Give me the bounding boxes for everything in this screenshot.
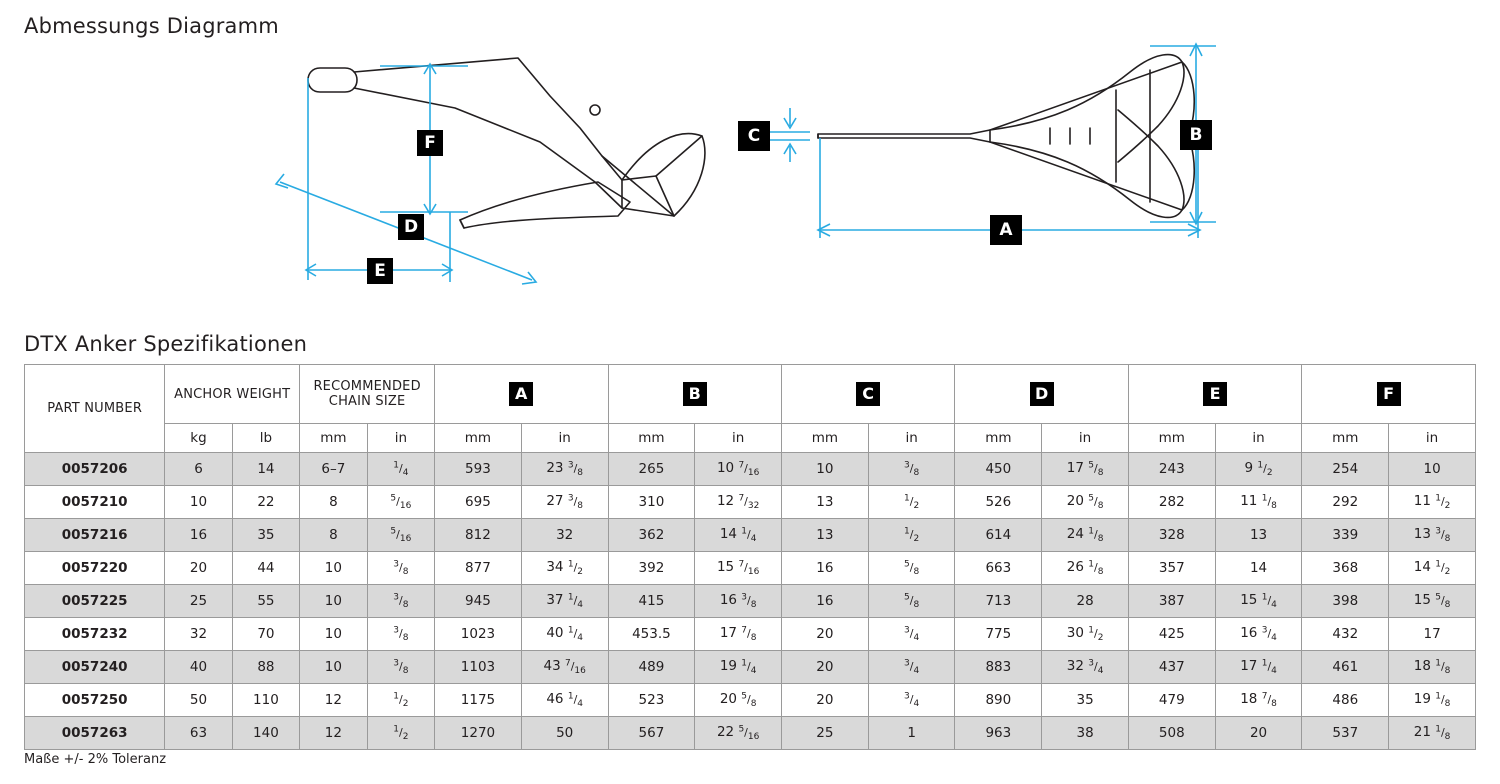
cell-d-mm: 663 xyxy=(955,552,1042,585)
cell-e-mm: 328 xyxy=(1128,519,1215,552)
cell-a-mm: 1103 xyxy=(435,651,522,684)
header-dim-b xyxy=(608,365,781,424)
cell-a-in: 34 $^1/_2$ xyxy=(521,552,608,585)
cell-b-mm: 362 xyxy=(608,519,695,552)
cell-part-number: 0057232 xyxy=(25,618,165,651)
cell-c-mm: 25 xyxy=(782,717,869,750)
cell-a-mm: 695 xyxy=(435,486,522,519)
cell-d-mm: 526 xyxy=(955,486,1042,519)
cell-e-in: 18 $^7/_8$ xyxy=(1215,684,1302,717)
unit-b-in: in xyxy=(695,424,782,453)
cell-c-in: 1 xyxy=(868,717,955,750)
cell-a-in: 40 $^1/_4$ xyxy=(521,618,608,651)
cell-a-in: 50 xyxy=(521,717,608,750)
table-row xyxy=(25,651,1476,684)
cell-part-number: 0057210 xyxy=(25,486,165,519)
cell-b-in: 17 $^7/_8$ xyxy=(695,618,782,651)
cell-d-in: 32 $^3/_4$ xyxy=(1042,651,1129,684)
unit-c-mm: mm xyxy=(782,424,869,453)
cell-weight-lb: 70 xyxy=(232,618,299,651)
table-row xyxy=(25,519,1476,552)
cell-e-in: 11 $^1/_8$ xyxy=(1215,486,1302,519)
table-unit-header-row xyxy=(25,424,1476,453)
header-dim-c xyxy=(782,365,955,424)
unit-b-mm: mm xyxy=(608,424,695,453)
cell-a-in: 27 $^3/_8$ xyxy=(521,486,608,519)
cell-c-mm: 10 xyxy=(782,453,869,486)
cell-d-in: 38 xyxy=(1042,717,1129,750)
cell-c-in: $^5/_8$ xyxy=(868,552,955,585)
cell-e-mm: 479 xyxy=(1128,684,1215,717)
cell-b-in: 16 $^3/_8$ xyxy=(695,585,782,618)
cell-c-mm: 20 xyxy=(782,651,869,684)
cell-f-in: 14 $^1/_2$ xyxy=(1389,552,1476,585)
cell-weight-kg: 50 xyxy=(165,684,232,717)
header-badge-f: F xyxy=(1377,382,1401,406)
cell-part-number: 0057263 xyxy=(25,717,165,750)
cell-c-mm: 16 xyxy=(782,552,869,585)
cell-weight-lb: 14 xyxy=(232,453,299,486)
cell-weight-lb: 88 xyxy=(232,651,299,684)
header-anchor-weight: ANCHOR WEIGHT xyxy=(165,365,300,424)
cell-weight-kg: 10 xyxy=(165,486,232,519)
cell-part-number: 0057250 xyxy=(25,684,165,717)
unit-chain-in: in xyxy=(367,424,434,453)
header-chain-size: RECOMMENDED CHAIN SIZE xyxy=(300,365,435,424)
cell-d-mm: 890 xyxy=(955,684,1042,717)
tolerance-note: Maße +/- 2% Toleranz xyxy=(24,752,167,767)
cell-f-mm: 368 xyxy=(1302,552,1389,585)
cell-c-mm: 13 xyxy=(782,519,869,552)
cell-weight-kg: 32 xyxy=(165,618,232,651)
cell-e-in: 20 xyxy=(1215,717,1302,750)
unit-f-mm: mm xyxy=(1302,424,1389,453)
cell-a-in: 37 $^1/_4$ xyxy=(521,585,608,618)
diagram-heading: Abmessungs Diagramm xyxy=(24,14,279,38)
cell-chain-mm: 12 xyxy=(300,717,367,750)
cell-chain-mm: 8 xyxy=(300,486,367,519)
cell-chain-in: $^3/_8$ xyxy=(367,552,434,585)
cell-a-mm: 812 xyxy=(435,519,522,552)
cell-d-in: 28 xyxy=(1042,585,1129,618)
cell-weight-lb: 35 xyxy=(232,519,299,552)
unit-chain-mm: mm xyxy=(300,424,367,453)
cell-c-in: $^3/_4$ xyxy=(868,684,955,717)
cell-d-mm: 775 xyxy=(955,618,1042,651)
cell-f-mm: 292 xyxy=(1302,486,1389,519)
cell-e-mm: 282 xyxy=(1128,486,1215,519)
cell-f-mm: 339 xyxy=(1302,519,1389,552)
cell-c-in: $^3/_8$ xyxy=(868,453,955,486)
unit-d-mm: mm xyxy=(955,424,1042,453)
table-group-header-row xyxy=(25,365,1476,424)
cell-weight-kg: 16 xyxy=(165,519,232,552)
header-badge-a: A xyxy=(509,382,533,406)
cell-b-in: 12 $^7/_{32}$ xyxy=(695,486,782,519)
cell-a-in: 23 $^3/_8$ xyxy=(521,453,608,486)
cell-c-mm: 13 xyxy=(782,486,869,519)
header-part-number: PART NUMBER xyxy=(25,365,165,453)
cell-e-mm: 437 xyxy=(1128,651,1215,684)
cell-weight-kg: 25 xyxy=(165,585,232,618)
cell-a-mm: 877 xyxy=(435,552,522,585)
spec-heading: DTX Anker Spezifikationen xyxy=(24,332,308,356)
cell-weight-lb: 55 xyxy=(232,585,299,618)
unit-weight-kg: kg xyxy=(165,424,232,453)
unit-a-in: in xyxy=(521,424,608,453)
cell-weight-lb: 44 xyxy=(232,552,299,585)
cell-chain-mm: 10 xyxy=(300,552,367,585)
cell-e-in: 17 $^1/_4$ xyxy=(1215,651,1302,684)
cell-c-mm: 16 xyxy=(782,585,869,618)
diagram-badge-d: D xyxy=(398,214,424,240)
cell-chain-in: $^3/_8$ xyxy=(367,651,434,684)
cell-weight-lb: 110 xyxy=(232,684,299,717)
cell-f-mm: 398 xyxy=(1302,585,1389,618)
header-dim-f xyxy=(1302,365,1476,424)
table-row xyxy=(25,618,1476,651)
cell-chain-mm: 10 xyxy=(300,651,367,684)
dimension-diagram xyxy=(250,30,1480,300)
cell-b-mm: 265 xyxy=(608,453,695,486)
cell-b-mm: 453.5 xyxy=(608,618,695,651)
cell-d-in: 24 $^1/_8$ xyxy=(1042,519,1129,552)
cell-e-in: 9 $^1/_2$ xyxy=(1215,453,1302,486)
cell-chain-in: $^3/_8$ xyxy=(367,585,434,618)
diagram-badge-a: A xyxy=(990,215,1022,245)
cell-c-in: $^3/_4$ xyxy=(868,618,955,651)
cell-f-in: 17 xyxy=(1389,618,1476,651)
unit-d-in: in xyxy=(1042,424,1129,453)
cell-f-in: 13 $^3/_8$ xyxy=(1389,519,1476,552)
cell-weight-lb: 22 xyxy=(232,486,299,519)
cell-chain-mm: 10 xyxy=(300,585,367,618)
cell-chain-in: $^5/_{16}$ xyxy=(367,486,434,519)
diagram-badge-f: F xyxy=(417,130,443,156)
cell-e-mm: 508 xyxy=(1128,717,1215,750)
cell-a-in: 46 $^1/_4$ xyxy=(521,684,608,717)
cell-chain-in: $^1/_2$ xyxy=(367,717,434,750)
cell-c-mm: 20 xyxy=(782,618,869,651)
cell-e-in: 14 xyxy=(1215,552,1302,585)
header-badge-d: D xyxy=(1030,382,1054,406)
cell-e-in: 15 $^1/_4$ xyxy=(1215,585,1302,618)
cell-b-mm: 310 xyxy=(608,486,695,519)
cell-d-mm: 450 xyxy=(955,453,1042,486)
cell-part-number: 0057206 xyxy=(25,453,165,486)
header-badge-b: B xyxy=(683,382,707,406)
cell-f-in: 19 $^1/_8$ xyxy=(1389,684,1476,717)
cell-chain-mm: 6–7 xyxy=(300,453,367,486)
cell-d-in: 30 $^1/_2$ xyxy=(1042,618,1129,651)
cell-a-mm: 1023 xyxy=(435,618,522,651)
unit-c-in: in xyxy=(868,424,955,453)
cell-b-in: 10 $^7/_{16}$ xyxy=(695,453,782,486)
unit-weight-lb: lb xyxy=(232,424,299,453)
cell-f-mm: 461 xyxy=(1302,651,1389,684)
cell-f-in: 18 $^1/_8$ xyxy=(1389,651,1476,684)
table-row xyxy=(25,585,1476,618)
cell-part-number: 0057240 xyxy=(25,651,165,684)
cell-c-in: $^3/_4$ xyxy=(868,651,955,684)
diagram-badge-b: B xyxy=(1180,120,1212,150)
cell-part-number: 0057220 xyxy=(25,552,165,585)
cell-e-in: 13 xyxy=(1215,519,1302,552)
cell-c-in: $^5/_8$ xyxy=(868,585,955,618)
cell-weight-kg: 6 xyxy=(165,453,232,486)
cell-f-in: 11 $^1/_2$ xyxy=(1389,486,1476,519)
header-dim-e xyxy=(1128,365,1301,424)
diagram-badge-e: E xyxy=(367,258,393,284)
cell-b-in: 14 $^1/_4$ xyxy=(695,519,782,552)
unit-a-mm: mm xyxy=(435,424,522,453)
header-dim-d xyxy=(955,365,1128,424)
cell-f-mm: 432 xyxy=(1302,618,1389,651)
anchor-diagram-svg xyxy=(250,30,1480,300)
unit-f-in: in xyxy=(1389,424,1476,453)
cell-f-mm: 537 xyxy=(1302,717,1389,750)
cell-chain-in: $^3/_8$ xyxy=(367,618,434,651)
cell-a-in: 43 $^7/_{16}$ xyxy=(521,651,608,684)
cell-d-mm: 883 xyxy=(955,651,1042,684)
table-row xyxy=(25,486,1476,519)
cell-e-in: 16 $^3/_4$ xyxy=(1215,618,1302,651)
cell-d-in: 35 xyxy=(1042,684,1129,717)
cell-weight-lb: 140 xyxy=(232,717,299,750)
cell-weight-kg: 20 xyxy=(165,552,232,585)
cell-weight-kg: 40 xyxy=(165,651,232,684)
cell-b-in: 15 $^7/_{16}$ xyxy=(695,552,782,585)
cell-chain-in: $^1/_4$ xyxy=(367,453,434,486)
cell-d-mm: 614 xyxy=(955,519,1042,552)
cell-b-mm: 489 xyxy=(608,651,695,684)
cell-c-in: $^1/_2$ xyxy=(868,486,955,519)
cell-f-in: 10 xyxy=(1389,453,1476,486)
table-body xyxy=(25,453,1476,750)
cell-d-in: 17 $^5/_8$ xyxy=(1042,453,1129,486)
cell-e-mm: 425 xyxy=(1128,618,1215,651)
unit-e-in: in xyxy=(1215,424,1302,453)
table-row xyxy=(25,453,1476,486)
cell-chain-in: $^1/_2$ xyxy=(367,684,434,717)
cell-chain-mm: 10 xyxy=(300,618,367,651)
unit-e-mm: mm xyxy=(1128,424,1215,453)
cell-d-in: 20 $^5/_8$ xyxy=(1042,486,1129,519)
diagram-badge-c: C xyxy=(738,121,770,151)
table-row xyxy=(25,552,1476,585)
cell-b-mm: 392 xyxy=(608,552,695,585)
cell-d-mm: 963 xyxy=(955,717,1042,750)
table-row xyxy=(25,717,1476,750)
cell-chain-mm: 8 xyxy=(300,519,367,552)
cell-chain-mm: 12 xyxy=(300,684,367,717)
cell-b-mm: 567 xyxy=(608,717,695,750)
cell-e-mm: 243 xyxy=(1128,453,1215,486)
cell-f-in: 21 $^1/_8$ xyxy=(1389,717,1476,750)
cell-d-in: 26 $^1/_8$ xyxy=(1042,552,1129,585)
cell-b-in: 19 $^1/_4$ xyxy=(695,651,782,684)
table-row xyxy=(25,684,1476,717)
cell-b-mm: 415 xyxy=(608,585,695,618)
cell-b-mm: 523 xyxy=(608,684,695,717)
cell-f-in: 15 $^5/_8$ xyxy=(1389,585,1476,618)
header-badge-c: C xyxy=(856,382,880,406)
cell-c-in: $^1/_2$ xyxy=(868,519,955,552)
cell-a-mm: 593 xyxy=(435,453,522,486)
cell-a-in: 32 xyxy=(521,519,608,552)
cell-d-mm: 713 xyxy=(955,585,1042,618)
cell-part-number: 0057216 xyxy=(25,519,165,552)
cell-e-mm: 387 xyxy=(1128,585,1215,618)
cell-a-mm: 945 xyxy=(435,585,522,618)
cell-c-mm: 20 xyxy=(782,684,869,717)
cell-a-mm: 1270 xyxy=(435,717,522,750)
cell-part-number: 0057225 xyxy=(25,585,165,618)
cell-chain-in: $^5/_{16}$ xyxy=(367,519,434,552)
cell-b-in: 22 $^5/_{16}$ xyxy=(695,717,782,750)
cell-f-mm: 254 xyxy=(1302,453,1389,486)
cell-b-in: 20 $^5/_8$ xyxy=(695,684,782,717)
header-badge-e: E xyxy=(1203,382,1227,406)
header-dim-a xyxy=(435,365,608,424)
cell-weight-kg: 63 xyxy=(165,717,232,750)
cell-f-mm: 486 xyxy=(1302,684,1389,717)
cell-e-mm: 357 xyxy=(1128,552,1215,585)
table-head xyxy=(25,365,1476,453)
spec-table xyxy=(24,364,1476,750)
cell-a-mm: 1175 xyxy=(435,684,522,717)
